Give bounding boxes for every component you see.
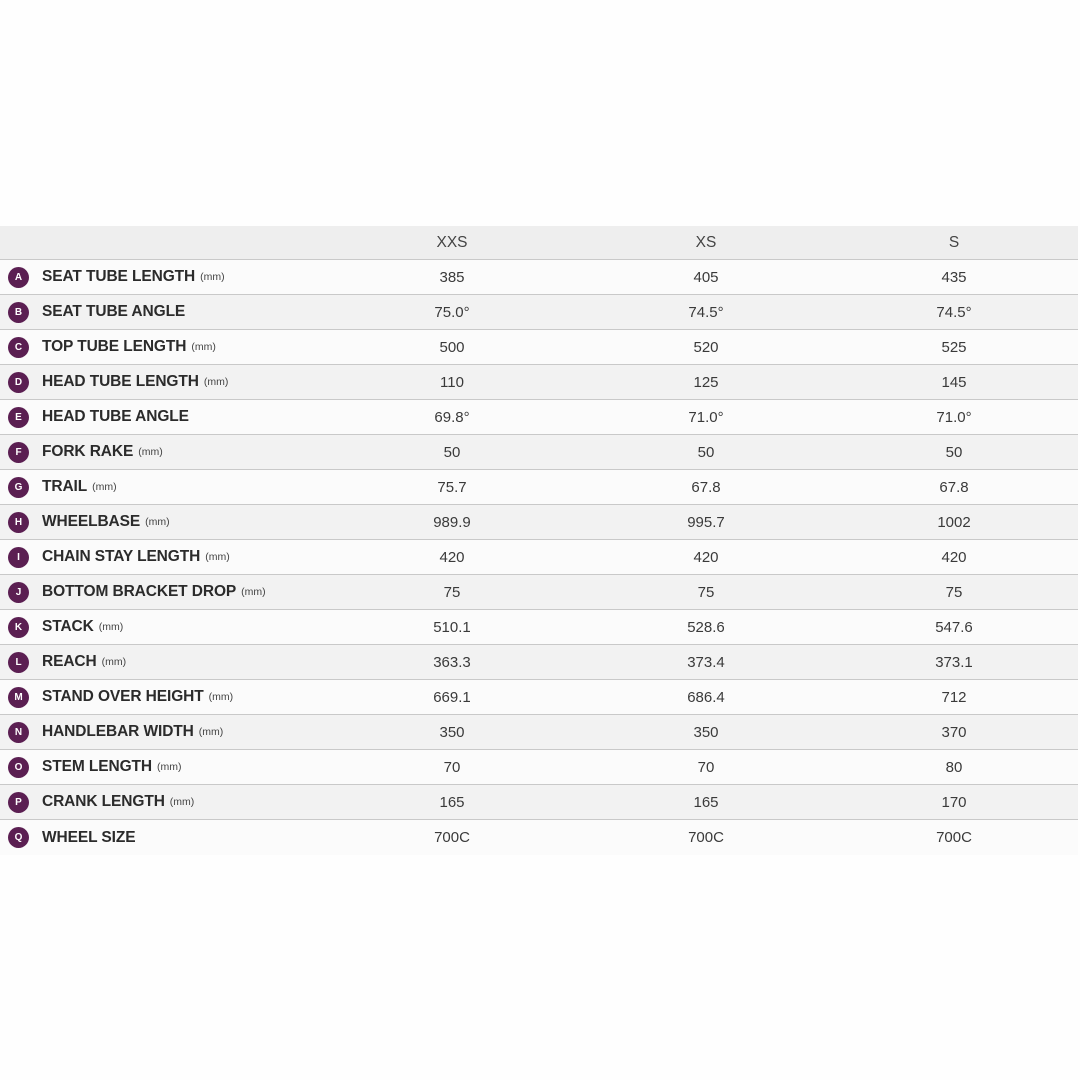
value-cell-xxs: 385	[439, 268, 465, 286]
table-row	[0, 610, 1078, 645]
value-cell-xs: 71.0°	[688, 408, 724, 426]
value-cell-xs: 520	[693, 338, 719, 356]
row-label	[0, 372, 338, 393]
value-cell-xs: 165	[693, 793, 719, 811]
measurement-letter-badge: M	[8, 687, 29, 708]
measurement-unit: (mm)	[191, 341, 216, 353]
measurement-unit: (mm)	[198, 726, 224, 738]
measurement-unit: (mm)	[98, 621, 124, 633]
measurement-name: STEM LENGTH	[42, 758, 152, 775]
measurement-name: WHEEL SIZE	[42, 828, 136, 846]
value-cell-xxs: 669.1	[433, 688, 471, 706]
value-cell-xxs: 989.9	[433, 513, 471, 531]
value-cell-xs: 528.6	[687, 618, 725, 636]
row-label	[0, 827, 338, 848]
value-cell-xxs: 110	[440, 373, 464, 391]
value-cell-s: 373.1	[935, 653, 973, 671]
measurement-name: HEAD TUBE ANGLE	[42, 408, 189, 425]
measurement-unit: (mm)	[203, 376, 229, 388]
row-label	[0, 652, 338, 673]
table-row	[0, 400, 1078, 435]
measurement-name: TOP TUBE LENGTH	[42, 338, 187, 355]
geometry-table	[0, 226, 1078, 855]
value-cell-xs: 700C	[688, 829, 724, 846]
row-label	[0, 267, 338, 288]
measurement-unit: (mm)	[200, 271, 225, 283]
table-row	[0, 820, 1078, 855]
measurement-unit: (mm)	[101, 656, 127, 668]
table-row	[0, 645, 1078, 680]
value-cell-xxs: 165	[439, 793, 465, 811]
value-cell-xxs: 420	[439, 548, 465, 566]
row-label	[0, 617, 338, 638]
value-cell-s: 50	[945, 443, 963, 461]
value-cell-xxs: 350	[439, 723, 465, 741]
value-cell-s: 525	[941, 338, 967, 356]
row-label	[0, 547, 338, 568]
value-cell-xs: 75	[697, 583, 715, 601]
value-cell-s: 67.8	[939, 478, 969, 496]
value-cell-xxs: 510.1	[433, 618, 471, 636]
value-cell-xs: 686.4	[687, 688, 725, 706]
measurement-name: TRAIL	[42, 478, 88, 495]
value-cell-s: 1002	[937, 513, 971, 531]
table-row	[0, 365, 1078, 400]
value-cell-s: 74.5°	[936, 303, 972, 321]
measurement-name: SEAT TUBE ANGLE	[42, 303, 186, 320]
value-cell-s: 370	[941, 723, 967, 741]
value-cell-xs: 70	[697, 758, 715, 776]
table-row	[0, 295, 1078, 330]
row-label	[0, 687, 338, 708]
measurement-letter-badge: Q	[8, 827, 29, 848]
table-row	[0, 540, 1078, 575]
value-cell-xs: 405	[693, 268, 719, 286]
measurement-name: REACH	[42, 653, 97, 670]
value-cell-xxs: 69.8°	[434, 408, 470, 426]
value-cell-s: 71.0°	[936, 408, 972, 426]
value-cell-xxs: 70	[443, 758, 461, 776]
measurement-letter-badge: G	[8, 477, 29, 498]
measurement-name: WHEELBASE	[42, 513, 141, 530]
value-cell-xxs: 75	[443, 583, 461, 601]
measurement-name: FORK RAKE	[42, 443, 134, 460]
value-cell-xs: 420	[693, 548, 719, 566]
measurement-letter-badge: E	[8, 407, 29, 428]
row-label	[0, 302, 338, 323]
value-cell-xs: 50	[697, 443, 715, 461]
value-cell-s: 712	[941, 688, 967, 706]
measurement-name: SEAT TUBE LENGTH	[42, 268, 196, 285]
row-label	[0, 512, 338, 533]
column-header-xxs: XXS	[436, 233, 468, 251]
measurement-unit: (mm)	[169, 796, 195, 808]
row-label	[0, 757, 338, 778]
table-row	[0, 575, 1078, 610]
measurement-letter-badge: O	[8, 757, 29, 778]
measurement-name: HEAD TUBE LENGTH	[42, 373, 199, 390]
value-cell-xxs: 363.3	[433, 653, 471, 671]
measurement-letter-badge: H	[8, 512, 29, 533]
value-cell-xxs: 75.7	[437, 478, 467, 496]
value-cell-xs: 74.5°	[688, 303, 724, 321]
value-cell-xxs: 700C	[434, 829, 470, 846]
table-body	[0, 260, 1078, 855]
table-row	[0, 505, 1078, 540]
table-row	[0, 435, 1078, 470]
measurement-name: HANDLEBAR WIDTH	[42, 723, 194, 740]
column-header-s: S	[948, 233, 960, 251]
value-cell-xs: 350	[693, 723, 719, 741]
value-cell-xs: 373.4	[687, 653, 725, 671]
value-cell-s: 75	[945, 583, 963, 601]
value-cell-s: 700C	[936, 829, 972, 846]
value-cell-s: 547.6	[935, 618, 973, 636]
row-label	[0, 407, 338, 428]
value-cell-xs: 67.8	[691, 478, 721, 496]
measurement-unit: (mm)	[145, 516, 170, 528]
value-cell-xxs: 50	[443, 443, 461, 461]
measurement-letter-badge: C	[8, 337, 29, 358]
measurement-unit: (mm)	[241, 586, 266, 598]
value-cell-s: 145	[941, 373, 967, 391]
measurement-letter-badge: K	[8, 617, 29, 638]
measurement-unit: (mm)	[138, 446, 163, 458]
measurement-letter-badge: L	[8, 652, 29, 673]
table-row	[0, 470, 1078, 505]
value-cell-s: 80	[945, 758, 963, 776]
table-row	[0, 750, 1078, 785]
measurement-letter-badge: D	[8, 372, 29, 393]
measurement-unit: (mm)	[92, 481, 117, 493]
measurement-name: STAND OVER HEIGHT	[42, 688, 204, 705]
table-row	[0, 260, 1078, 295]
value-cell-xxs: 75.0°	[434, 303, 470, 321]
table-row	[0, 680, 1078, 715]
measurement-unit: (mm)	[208, 691, 234, 703]
row-label	[0, 792, 338, 813]
row-label	[0, 722, 338, 743]
table-row	[0, 330, 1078, 365]
measurement-letter-badge: A	[8, 267, 29, 288]
row-label	[0, 477, 338, 498]
measurement-unit: (mm)	[156, 761, 182, 773]
measurement-letter-badge: B	[8, 302, 29, 323]
measurement-name: BOTTOM BRACKET DROP	[42, 583, 237, 600]
measurement-name: CHAIN STAY LENGTH	[42, 548, 201, 565]
measurement-letter-badge: P	[8, 792, 29, 813]
measurement-letter-badge: J	[8, 582, 29, 603]
table-header	[0, 226, 1078, 260]
measurement-letter-badge: F	[8, 442, 29, 463]
value-cell-xs: 995.7	[687, 513, 725, 531]
measurement-letter-badge: I	[8, 547, 29, 568]
measurement-unit: (mm)	[205, 551, 230, 563]
table-row	[0, 715, 1078, 750]
row-label	[0, 442, 338, 463]
row-label	[0, 337, 338, 358]
value-cell-xxs: 500	[439, 338, 465, 356]
value-cell-xs: 125	[693, 373, 719, 391]
row-label	[0, 582, 338, 603]
measurement-name: STACK	[42, 618, 94, 635]
measurement-letter-badge: N	[8, 722, 29, 743]
measurement-name: CRANK LENGTH	[42, 793, 165, 810]
value-cell-s: 420	[941, 548, 967, 566]
table-row	[0, 785, 1078, 820]
value-cell-s: 435	[941, 268, 967, 286]
column-header-xs: XS	[695, 233, 717, 251]
value-cell-s: 170	[941, 793, 967, 811]
